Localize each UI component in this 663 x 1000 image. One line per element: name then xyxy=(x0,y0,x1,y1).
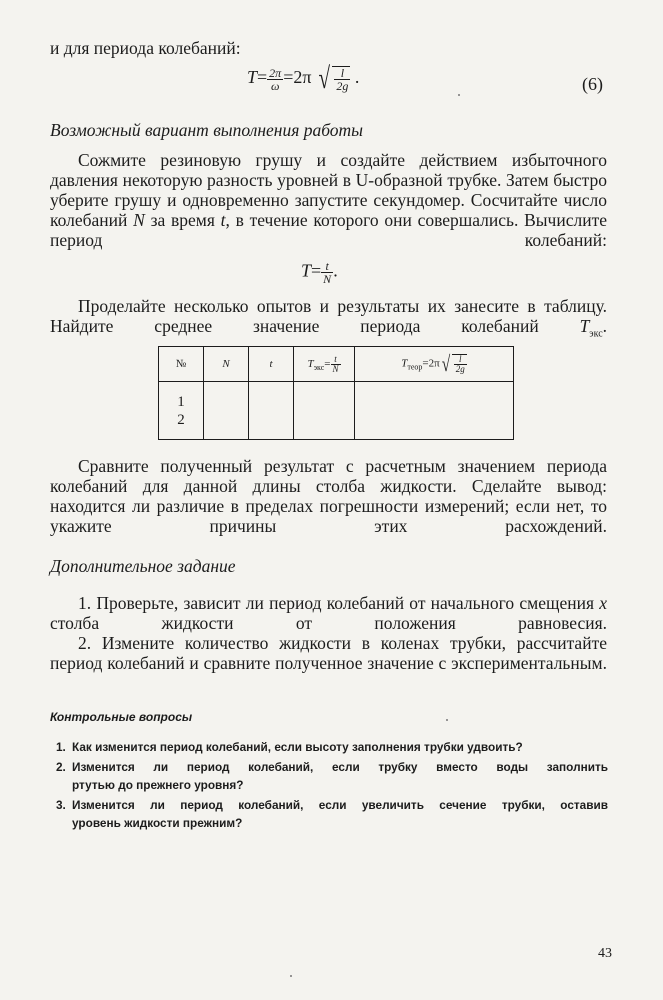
question-3-number: 3. xyxy=(56,798,66,812)
para2-end: . xyxy=(602,316,608,336)
formula-6-tail: . xyxy=(354,67,360,88)
additional-task-2: 2. Измените количество жидкости в коленах трубки, рассчитайте период колебаний и сравните полученное значение с экспериментальным. xyxy=(50,633,607,673)
formula-6-lhs: T xyxy=(247,67,258,88)
formula-6-fraction xyxy=(267,67,283,92)
question-2 xyxy=(56,758,608,794)
para2-sub: экс xyxy=(589,328,603,340)
scan-speck xyxy=(446,719,448,721)
t-exp-den: N xyxy=(332,363,339,374)
formula-6-mid: =2π xyxy=(283,67,312,88)
t-exp-sub: экс xyxy=(313,362,325,372)
table-header-t: t xyxy=(249,347,294,382)
additional-task-1 xyxy=(50,593,607,633)
t-exp-T: T xyxy=(307,357,314,370)
table-cell xyxy=(355,382,514,440)
formula-period-den: N xyxy=(323,272,332,286)
row-number-2: 2 xyxy=(177,411,185,428)
formula-period-lhs: T xyxy=(301,260,312,281)
formula-6-radicand xyxy=(332,66,350,92)
t-theory-num: l xyxy=(454,355,467,365)
formula-period-tail: . xyxy=(333,260,338,281)
question-2-text-line1: Изменится ли период колебаний, если трубку вместо воды заполнить xyxy=(72,760,608,774)
para1-N: N xyxy=(133,210,145,230)
scan-speck xyxy=(458,94,460,96)
question-3-text-line1: Изменится ли период колебаний, если увеличить сечение трубки, оставив xyxy=(72,798,608,812)
formula-6-frac-den: ω xyxy=(270,78,280,93)
formula-6-sqrt-den: 2g xyxy=(336,79,349,93)
t-theory-sub: теор xyxy=(407,362,423,372)
task1-text-a: 1. Проверьте, зависит ли период колебаний от начального смещения xyxy=(78,593,594,613)
table-header-row xyxy=(159,347,514,382)
task1-x: x xyxy=(599,593,607,613)
results-table xyxy=(158,346,514,440)
scan-speck xyxy=(290,975,292,977)
formula-6-eq: = xyxy=(257,67,268,88)
table-cell xyxy=(204,382,249,440)
question-2-number: 2. xyxy=(56,760,66,774)
t-exp-num: t xyxy=(331,355,341,365)
question-3 xyxy=(56,796,608,832)
formula-period-eq: = xyxy=(311,260,322,281)
paragraph-procedure xyxy=(50,150,607,250)
formula-6 xyxy=(247,62,359,96)
formula-6-frac-num: 2π xyxy=(269,65,282,80)
table-header-t-theory xyxy=(355,347,514,382)
task1-text-b: столба жидкости от положения равновесия. xyxy=(50,613,607,633)
question-1-number: 1. xyxy=(56,740,66,754)
sqrt-icon: √ xyxy=(318,62,330,95)
section-heading-procedure: Возможный вариант выполнения работы xyxy=(50,120,364,140)
formula-period-num: t xyxy=(321,260,333,273)
table-header-number: № xyxy=(159,347,204,382)
formula-period xyxy=(301,260,338,285)
para1-mid: за время xyxy=(150,210,215,230)
t-theory-den: 2g xyxy=(455,364,465,374)
question-2-text-line2: ртутью до прежнего уровня? xyxy=(72,778,244,792)
table-cell xyxy=(249,382,294,440)
para1-t: t xyxy=(220,210,226,230)
table-cell-row-numbers xyxy=(159,382,204,440)
table-cell xyxy=(294,382,355,440)
t-theory-eq: =2π xyxy=(422,357,440,370)
formula-period-fraction xyxy=(321,260,333,285)
table-header-t-exp xyxy=(294,347,355,382)
sqrt-icon: √ xyxy=(441,351,450,376)
table-header-N: N xyxy=(204,347,249,382)
intro-text: и для периода колебаний: xyxy=(50,38,241,58)
t-exp-eq: = xyxy=(324,357,331,370)
section-heading-additional: Дополнительное задание xyxy=(50,556,236,576)
question-3-text-line2: уровень жидкости прежним? xyxy=(72,816,243,830)
para1-end: , в течение которого они совершались. Вычислите период колебаний: xyxy=(50,210,607,250)
control-questions-title: Контрольные вопросы xyxy=(50,710,193,724)
t-theory-T: T xyxy=(401,357,408,370)
question-1-text: Как изменится период колебаний, если высоту заполнения трубки удвоить? xyxy=(72,740,523,754)
para2-T: T xyxy=(579,316,590,336)
formula-6-sqrt-num: l xyxy=(334,67,350,80)
para1-text: Сожмите резиновую грушу и создайте действием избыточного давления некоторую разность уровней в U-образной трубке. Затем быстро уберите грушу и одновременно запустите секундомер. Сосчитайте число колебаний xyxy=(50,150,607,230)
para2-text: Проделайте несколько опытов и результаты их занесите в таблицу. Найдите среднее значение периода колебаний xyxy=(50,296,607,336)
page-number: 43 xyxy=(598,946,612,961)
paragraph-table-instruction xyxy=(50,296,607,345)
row-number-1: 1 xyxy=(177,393,185,410)
paragraph-compare: Сравните полученный результат с расчетным значением периода колебаний для данной длины столба жидкости. Сделайте вывод: находится ли различие в пределах погрешности измерений; если нет, то укажите причины этих расхождений. xyxy=(50,456,607,536)
table-row xyxy=(159,382,514,440)
question-1 xyxy=(56,738,608,756)
equation-number: (6) xyxy=(582,74,603,94)
